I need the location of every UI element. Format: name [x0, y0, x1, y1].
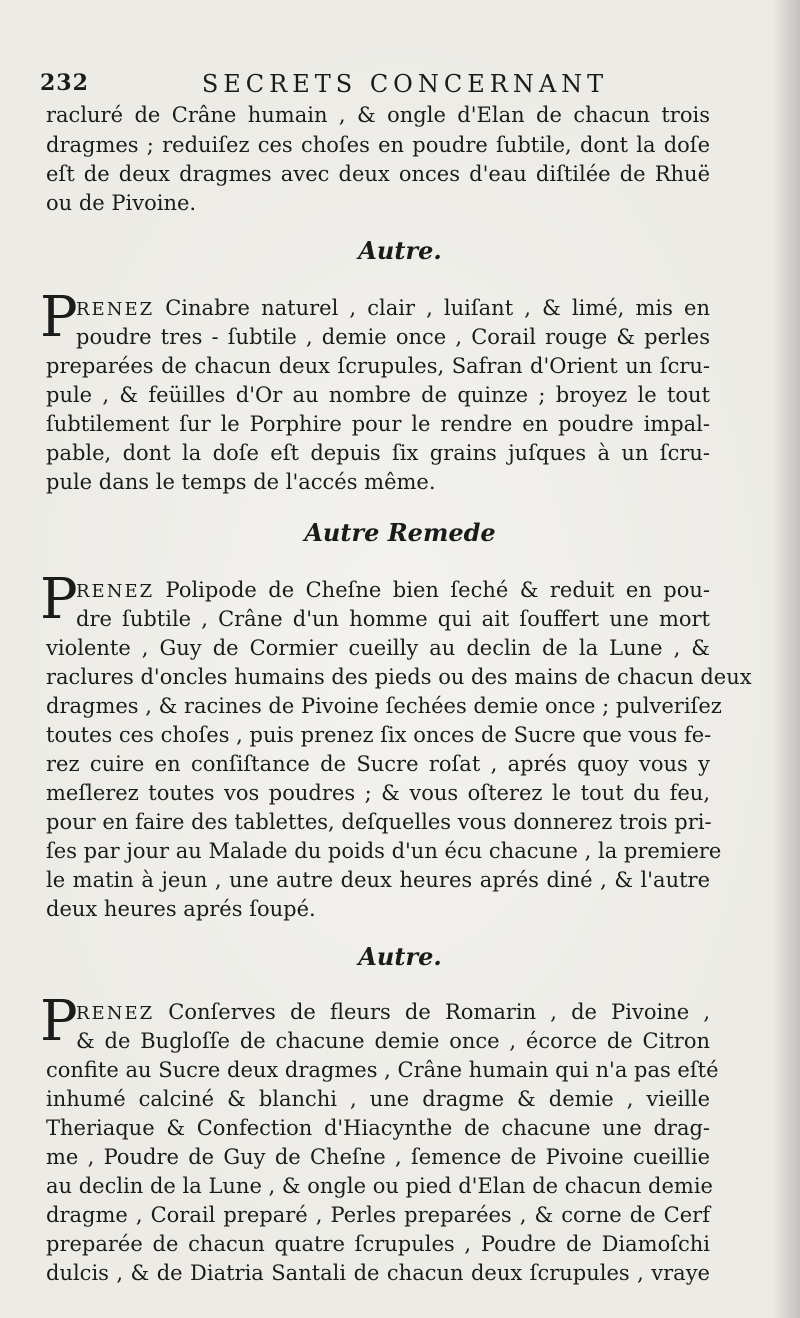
text-line: rez cuire en conſiſtance de Sucre roſat , aprés quoy vous y — [46, 752, 710, 776]
text-line — [76, 998, 710, 1028]
first-line-text: Conſerves de fleurs de Romarin , de Pivoine , — [168, 1000, 710, 1024]
text-line: pour en faire des tablettes, deſquelles vous donnerez trois pri- — [46, 810, 712, 834]
drop-cap: P — [40, 989, 78, 1054]
text-line: ſubtilement ſur le Porphire pour le rendre en poudre impal- — [46, 412, 710, 436]
text-line: raclures d'oncles humains des pieds ou des mains de chacun deux — [46, 665, 752, 689]
text-line: poudre tres - ſubtile , demie once , Corail rouge & perles — [76, 325, 710, 349]
text-line: dragmes , & racines de Pivoine ſechées demie once ; pulveriſez — [46, 694, 722, 718]
text-line: au declin de la Lune , & ongle ou pied d'Elan de chacun demie — [46, 1174, 713, 1198]
drop-cap: P — [40, 285, 78, 350]
text-line: dre ſubtile , Crâne d'un homme qui ait ſouffert une mort — [76, 607, 710, 631]
text-line: deux heures aprés ſoupé. — [46, 897, 316, 921]
text-line: violente , Guy de Cormier cueilly au declin de la Lune , & — [46, 636, 710, 660]
text-line: toutes ces choſes , puis prenez ſix onces de Sucre que vous fe- — [46, 723, 712, 747]
running-head: SECRETS CONCERNANT — [201, 70, 609, 98]
page-edge-shadow — [772, 0, 800, 1318]
text-line: ſes par jour au Malade du poids d'un écu chacune , la premiere — [46, 839, 722, 863]
section-heading: Autre Remede — [304, 518, 496, 547]
text-line: preparées de chacun deux ſcrupules, Safran d'Orient un ſcru- — [46, 354, 710, 378]
text-line: pable, dont la doſe eſt depuis ſix grains juſques à un ſcru- — [46, 441, 710, 465]
section-heading: Autre. — [358, 236, 442, 265]
text-line: inhumé calciné & blanchi , une dragme & demie , vieille — [46, 1087, 710, 1111]
text-line: & de Bugloſſe de chacune demie once , écorce de Citron — [76, 1029, 710, 1053]
section-heading: Autre. — [358, 942, 442, 971]
text-line: meſlerez toutes vos poudres ; & vous oſterez le tout du feu, — [46, 781, 710, 805]
text-line — [76, 576, 710, 606]
page-header — [40, 70, 740, 100]
text-line: eſt de deux dragmes avec deux onces d'eau diſtilée de Rhuë — [46, 162, 710, 186]
text-line: ou de Pivoine. — [46, 191, 197, 215]
text-line: racluré de Crâne humain , & ongle d'Elan de chacun trois — [46, 103, 710, 127]
lead-word: RENEZ — [76, 1003, 155, 1024]
text-line: dulcis , & de Diatria Santali de chacun deux ſcrupules , vraye — [46, 1261, 710, 1285]
text-line: confite au Sucre deux dragmes , Crâne humain qui n'a pas eſté — [46, 1058, 719, 1082]
text-line: pule , & feüilles d'Or au nombre de quinze ; broyez le tout — [46, 383, 710, 407]
first-line-text: Cinabre naturel , clair , luiſant , & limé, mis en — [165, 296, 710, 320]
text-line: preparée de chacun quatre ſcrupules , Poudre de Diamoſchi — [46, 1232, 710, 1256]
text-line — [76, 294, 710, 324]
text-line: le matin à jeun , une autre deux heures aprés diné , & l'autre — [46, 868, 710, 892]
text-line: dragme , Corail preparé , Perles preparées , & corne de Cerf — [46, 1203, 710, 1227]
text-line: pule dans le temps de l'accés même. — [46, 470, 436, 494]
page-number: 232 — [40, 70, 89, 96]
text-line: me , Poudre de Guy de Cheſne , ſemence de Pivoine cueillie — [46, 1145, 710, 1169]
drop-cap: P — [40, 567, 78, 632]
lead-word: RENEZ — [76, 581, 155, 602]
lead-word: RENEZ — [76, 299, 155, 320]
text-line: dragmes ; reduiſez ces choſes en poudre ſubtile, dont la doſe — [46, 133, 710, 157]
text-line: Theriaque & Confection d'Hiacynthe de chacune une drag- — [46, 1116, 710, 1140]
first-line-text: Polipode de Cheſne bien ſeché & reduit en pou- — [165, 578, 710, 602]
